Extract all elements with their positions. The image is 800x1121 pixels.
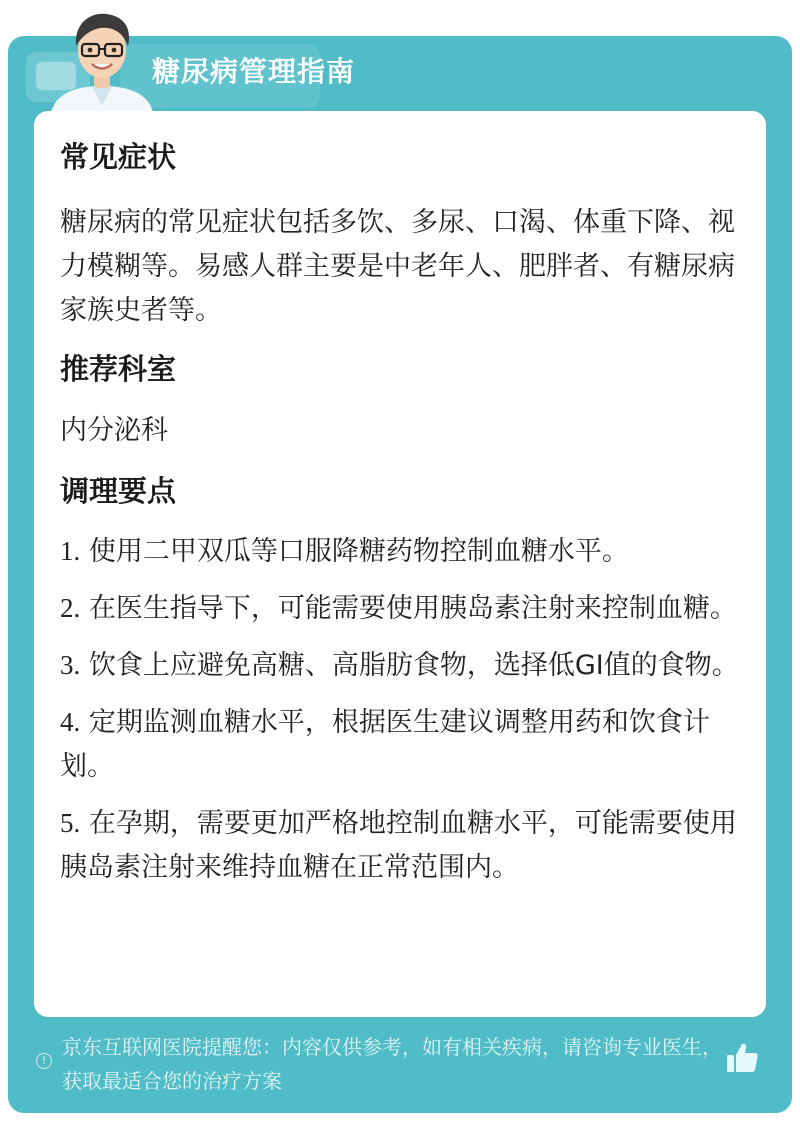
symptoms-text: 糖尿病的常见症状包括多饮、多尿、口渴、体重下降、视力模糊等。易感人群主要是中老年人、肥胖者、有糖尿病家族史者等。: [60, 207, 735, 326]
list-item: 4. 定期监测血糖水平，根据医生建议调整用药和饮食计划。: [60, 707, 710, 782]
list-item: 2. 在医生指导下，可能需要使用胰岛素注射来控制血糖。: [60, 593, 737, 624]
page-title: 糖尿病管理指南: [152, 55, 356, 88]
thumbs-up-icon[interactable]: [724, 1040, 760, 1076]
list-item: 1. 使用二甲双瓜等口服降糖药物控制血糖水平。: [60, 536, 629, 567]
content-card: [34, 111, 766, 1017]
list-item: 5. 在孕期，需要更加严格地控制血糖水平，可能需要使用胰岛素注射来维持血糖在正常范围内。: [60, 808, 737, 883]
doctor-avatar: [44, 6, 160, 116]
care-list: [60, 529, 740, 902]
care-heading: 调理要点: [60, 474, 177, 508]
footer: [36, 1030, 776, 1100]
department-heading: 推荐科室: [60, 352, 177, 386]
info-circle-icon: !: [36, 1053, 52, 1069]
symptoms-heading: 常见症状: [60, 140, 177, 174]
department-text: 内分泌科: [60, 415, 168, 446]
list-item: 3. 饮食上应避免高糖、高脂肪食物，选择低GI值的食物。: [60, 650, 739, 681]
disclaimer-text: 京东互联网医院提醒您：内容仅供参考，如有相关疾病，请咨询专业医生，获取最适合您的治疗方案: [62, 1035, 722, 1093]
